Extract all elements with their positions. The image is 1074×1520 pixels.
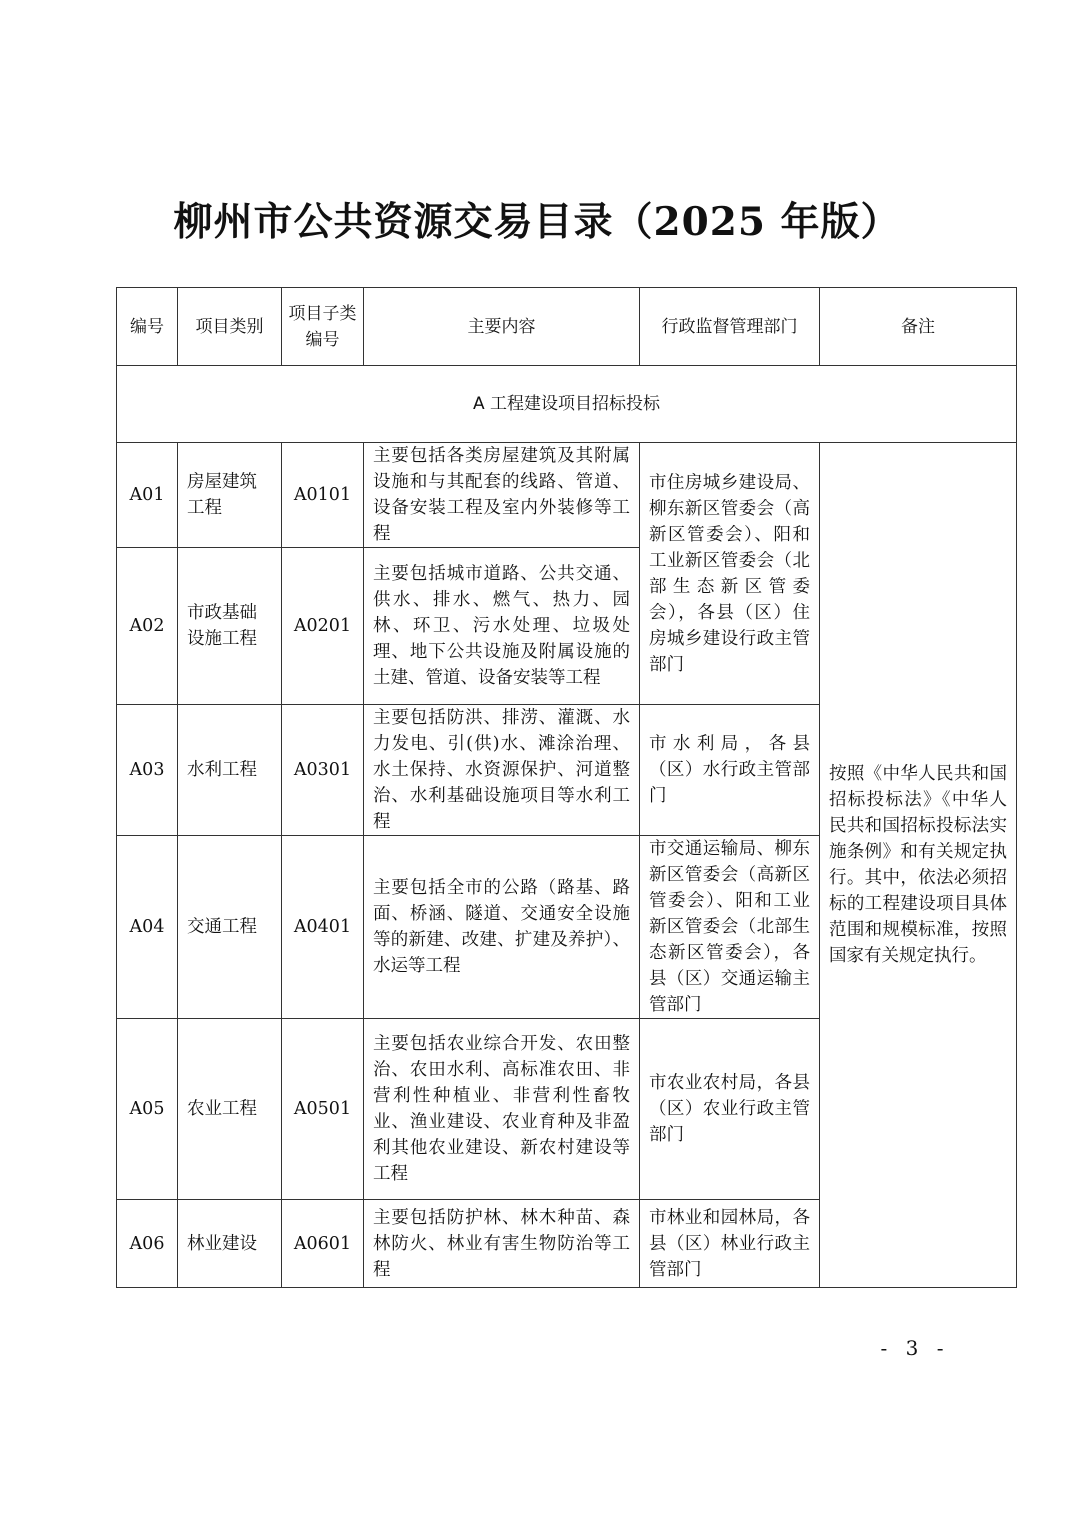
row-content: 主要包括防洪、排涝、灌溉、水力发电、引(供)水、滩涂治理、水土保持、水资源保护、河道整治、水利基础设施项目等水利工程 — [364, 705, 640, 836]
header-department: 行政监督管理部门 — [640, 288, 820, 366]
row-code: A01 — [117, 443, 178, 548]
row-code: A06 — [117, 1200, 178, 1288]
row-content: 主要包括城市道路、公共交通、供水、排水、燃气、热力、园林、环卫、污水处理、垃圾处理、地下公共设施及附属设施的土建、管道、设备安装等工程 — [364, 548, 640, 705]
department-transport: 市交通运输局、柳东新区管委会（高新区管委会）、阳和工业新区管委会（北部生态新区管委会），各县（区）交通运输主管部门 — [640, 836, 820, 1019]
row-sub-code: A0301 — [282, 705, 364, 836]
page-number: - 3 - — [880, 1336, 950, 1360]
document-title: 柳州市公共资源交易目录（2025 年版） — [173, 199, 901, 245]
row-code: A04 — [117, 836, 178, 1019]
row-sub-code: A0101 — [282, 443, 364, 548]
header-code: 编号 — [117, 288, 178, 366]
row-sub-code: A0601 — [282, 1200, 364, 1288]
row-sub-code: A0401 — [282, 836, 364, 1019]
department-agriculture: 市农业农村局，各县（区）农业行政主管部门 — [640, 1019, 820, 1200]
row-category: 市政基础设施工程 — [178, 548, 282, 705]
header-sub-code: 项目子类编号 — [282, 288, 364, 366]
row-category: 水利工程 — [178, 705, 282, 836]
row-category: 林业建设 — [178, 1200, 282, 1288]
catalog-table — [116, 287, 1017, 1288]
row-code: A02 — [117, 548, 178, 705]
table-header-row — [117, 288, 1017, 366]
row-category: 交通工程 — [178, 836, 282, 1019]
section-title: A 工程建设项目招标投标 — [117, 366, 1017, 443]
row-category: 农业工程 — [178, 1019, 282, 1200]
remark-cell: 按照《中华人民共和国招标投标法》《中华人民共和国招标投标法实施条例》和有关规定执行。其中，依法必须招标的工程建设项目具体范围和规模标准，按照国家有关规定执行。 — [820, 443, 1017, 1288]
department-water: 市水利局，各县（区）水行政主管部门 — [640, 705, 820, 836]
department-housing: 市住房城乡建设局、柳东新区管委会（高新区管委会）、阳和工业新区管委会（北部生态新区管委会），各县（区）住房城乡建设行政主管部门 — [640, 443, 820, 705]
row-code: A03 — [117, 705, 178, 836]
row-content: 主要包括农业综合开发、农田整治、农田水利、高标准农田、非营利性种植业、非营利性畜牧业、渔业建设、农业育种及非盈利其他农业建设、新农村建设等工程 — [364, 1019, 640, 1200]
row-code: A05 — [117, 1019, 178, 1200]
section-row — [117, 366, 1017, 443]
row-content: 主要包括防护林、林木种苗、森林防火、林业有害生物防治等工程 — [364, 1200, 640, 1288]
row-category: 房屋建筑工程 — [178, 443, 282, 548]
row-content: 主要包括全市的公路（路基、路面、桥涵、隧道、交通安全设施等的新建、改建、扩建及养护）、水运等工程 — [364, 836, 640, 1019]
header-content: 主要内容 — [364, 288, 640, 366]
header-remark: 备注 — [820, 288, 1017, 366]
row-content: 主要包括各类房屋建筑及其附属设施和与其配套的线路、管道、设备安装工程及室内外装修等工程 — [364, 443, 640, 548]
header-category: 项目类别 — [178, 288, 282, 366]
row-sub-code: A0201 — [282, 548, 364, 705]
department-forestry: 市林业和园林局，各县（区）林业行政主管部门 — [640, 1200, 820, 1288]
table-row — [117, 443, 1017, 548]
row-sub-code: A0501 — [282, 1019, 364, 1200]
